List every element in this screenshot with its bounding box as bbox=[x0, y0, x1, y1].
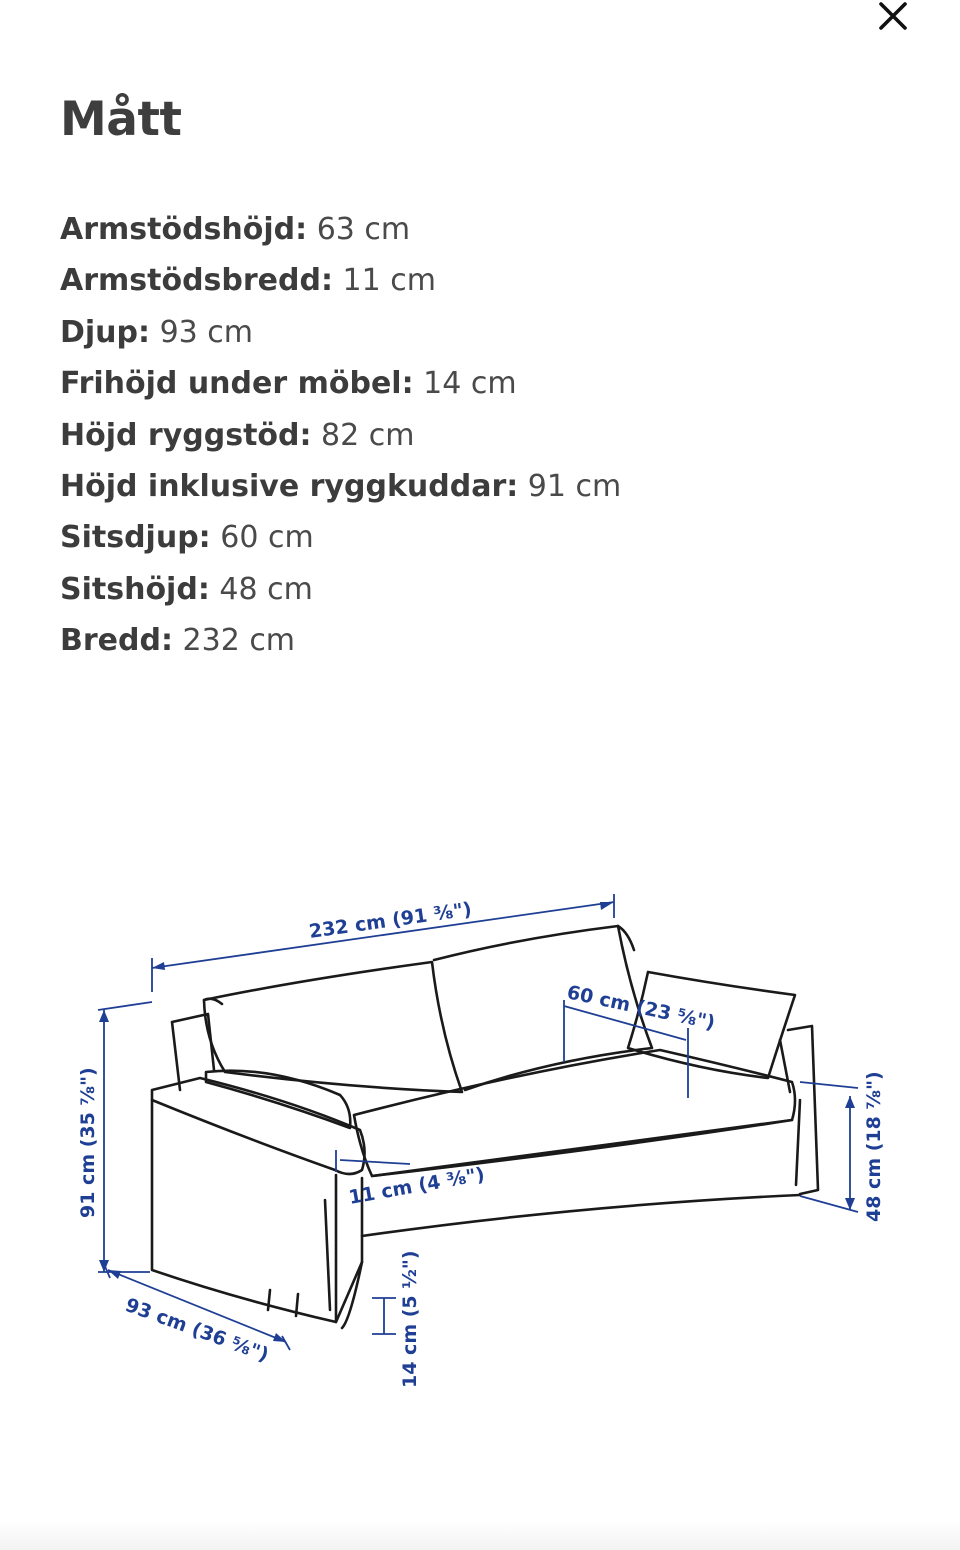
dimension-value: 232 cm bbox=[182, 623, 296, 659]
dimension-item bbox=[60, 204, 621, 255]
dimension-label: Sitsdjup: bbox=[60, 520, 211, 556]
dimension-list bbox=[60, 204, 621, 667]
dimension-label: Sitshöjd: bbox=[60, 571, 210, 607]
dimension-label: Frihöjd under möbel: bbox=[60, 366, 414, 402]
dimension-value: 63 cm bbox=[316, 212, 411, 247]
dimension-value: 93 cm bbox=[159, 314, 253, 350]
page-title: Mått bbox=[60, 92, 182, 147]
dimension-value: 82 cm bbox=[321, 417, 415, 453]
dimension-item bbox=[60, 512, 621, 563]
dimension-value: 11 cm bbox=[342, 263, 436, 299]
dimension-label: Armstödsbredd: bbox=[60, 263, 333, 299]
dimension-value: 14 cm bbox=[423, 366, 517, 402]
dimension-item bbox=[60, 410, 621, 461]
dimension-item bbox=[60, 307, 621, 358]
sofa-dimension-drawing bbox=[0, 840, 960, 1410]
dimension-value: 91 cm bbox=[527, 468, 622, 504]
dimension-label: Höjd inklusive ryggkuddar: bbox=[60, 468, 519, 504]
dimension-item bbox=[60, 615, 621, 666]
dimension-item bbox=[60, 461, 621, 512]
dimension-label: Höjd ryggstöd: bbox=[60, 417, 312, 453]
close-icon bbox=[875, 0, 909, 34]
seat-height-dimension-label: 48 cm (18 ⅞") bbox=[863, 1071, 885, 1222]
depth-dimension-label: 93 cm (36 ⅝") bbox=[122, 1294, 272, 1367]
clearance-dimension-label: 14 cm (5 ½") bbox=[399, 1250, 421, 1388]
dimension-value: 48 cm bbox=[219, 571, 313, 607]
dimension-label: Armstödshöjd: bbox=[60, 212, 308, 247]
seat-depth-dimension-label: 60 cm (23 ⅝") bbox=[564, 981, 717, 1035]
dimension-value: 60 cm bbox=[220, 520, 314, 556]
dimension-arrowheads bbox=[99, 902, 855, 1342]
dimension-label: Bredd: bbox=[60, 623, 173, 659]
width-dimension-label: 232 cm (91 ⅜") bbox=[307, 898, 474, 943]
dimension-label: Djup: bbox=[60, 314, 151, 350]
dimension-item bbox=[60, 358, 621, 409]
sofa-outline bbox=[152, 926, 818, 1328]
armrest-width-dimension-label: 11 cm (4 ⅜") bbox=[347, 1163, 487, 1209]
dimension-lines bbox=[98, 894, 858, 1350]
close-button[interactable] bbox=[868, 0, 916, 34]
height-dimension-label: 91 cm (35 ⅞") bbox=[77, 1067, 99, 1218]
dimension-item bbox=[60, 255, 621, 306]
bottom-edge bbox=[0, 1520, 960, 1550]
dimension-item bbox=[60, 564, 621, 615]
